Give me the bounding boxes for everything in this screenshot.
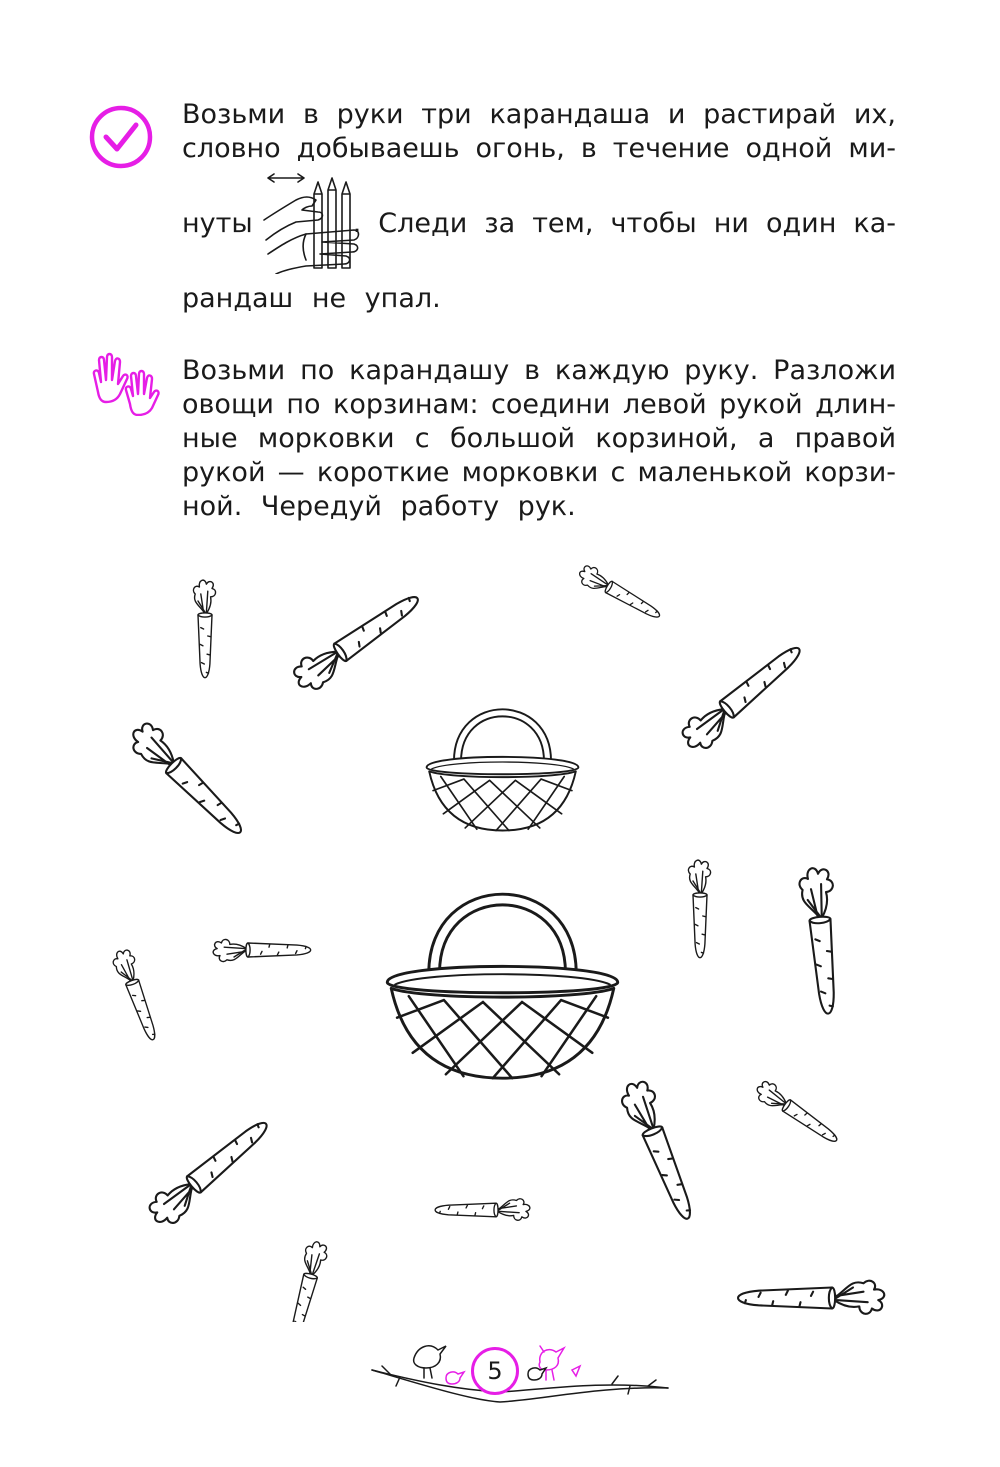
instruction-2-line-3: ные морковки с большой корзиной, а правой (182, 423, 896, 454)
carrot-short-5[interactable] (85, 935, 185, 1060)
carrot-short-4[interactable] (198, 920, 338, 980)
carrot-long-2[interactable] (670, 620, 830, 760)
carrot-short-1[interactable] (165, 555, 245, 695)
checkmark-circle-icon (88, 104, 154, 170)
carrot-long-7[interactable] (715, 1268, 900, 1328)
carrot-long-3[interactable] (110, 712, 280, 862)
carrot-short-6[interactable] (745, 1065, 860, 1170)
instruction-1-line-1: Возьми в руки три карандаша и растирай их, (182, 99, 896, 130)
carrot-long-6[interactable] (595, 1070, 725, 1240)
instruction-1-line-3-start: нуты (182, 208, 253, 239)
hands-rubbing-pencils-icon (262, 170, 370, 274)
instruction-2-line-1: Возьми по карандашу в каждую руку. Разложи (182, 355, 896, 386)
carrot-short-8[interactable] (408, 1185, 543, 1235)
instruction-1-line-4: рандаш не упал. (182, 283, 441, 314)
instruction-2-line-5: ной. Чередуй работу рук. (182, 491, 576, 522)
instruction-2-text (182, 354, 896, 524)
instruction-1-line-2: словно добываешь огонь, в течение одной ми- (182, 133, 896, 164)
carrot-long-4[interactable] (770, 850, 870, 1040)
instruction-1-line-3-end: . Следи за тем, чтобы ни один ка- (352, 208, 896, 239)
carrot-short-7[interactable] (277, 1192, 357, 1322)
two-hands-icon (88, 352, 160, 416)
instruction-1-text (182, 98, 896, 166)
page-number: 5 (471, 1347, 519, 1395)
instruction-2-line-2: овощи по корзинам: соедини левой рукой длин- (182, 389, 896, 420)
instruction-1-line-4-wrap (182, 282, 896, 316)
carrot-short-3[interactable] (660, 835, 740, 975)
instruction-2-line-4: рукой — короткие морковки с маленькой корзи- (182, 457, 896, 488)
large-basket[interactable] (380, 880, 625, 1085)
carrot-long-1[interactable] (285, 565, 445, 705)
small-basket[interactable] (420, 700, 585, 835)
